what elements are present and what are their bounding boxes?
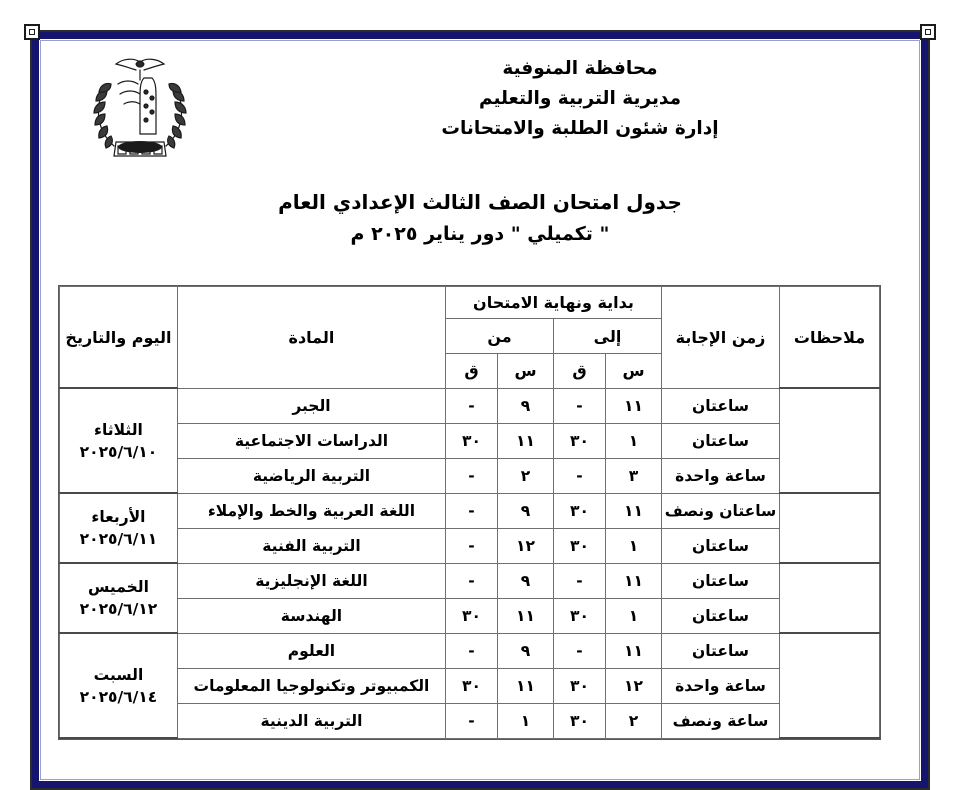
- cell-subject: اللغة الإنجليزية: [177, 563, 445, 598]
- cell-from-hour: ١: [498, 703, 554, 738]
- cell-day-date: [59, 633, 177, 738]
- document-title: [0, 186, 960, 250]
- day-name: الأربعاء: [91, 508, 146, 526]
- cell-to-minute: -: [554, 388, 606, 423]
- cell-subject: الكمبيوتر وتكنولوجيا المعلومات: [177, 668, 445, 703]
- masthead: [60, 48, 900, 178]
- day-date: ٢٠٢٥/٦/١٤: [79, 687, 158, 706]
- table-row: [59, 458, 879, 493]
- cell-duration: ساعة ونصف: [662, 703, 780, 738]
- cell-duration: ساعتان: [662, 598, 780, 633]
- title-session-line: " تكميلي " دور يناير ٢٠٢٥ م: [350, 223, 610, 245]
- cell-duration: ساعة واحدة: [662, 458, 780, 493]
- cell-from-hour: ١١: [498, 423, 554, 458]
- header-to-minute: ق: [554, 353, 606, 388]
- exam-schedule-table-wrapper: [65, 286, 880, 739]
- header-from: من: [445, 319, 553, 354]
- cell-to-hour: ١: [606, 423, 662, 458]
- cell-from-minute: ٣٠: [445, 423, 497, 458]
- cell-to-minute: -: [554, 633, 606, 668]
- cell-day-date: [59, 493, 177, 563]
- cell-from-hour: ٩: [498, 563, 554, 598]
- org-line-department: إدارة شئون الطلبة والامتحانات: [441, 118, 719, 139]
- header-date-label: والتاريخ: [65, 327, 127, 347]
- cell-to-minute: ٣٠: [554, 598, 606, 633]
- table-row: [59, 528, 879, 563]
- day-date: ٢٠٢٥/٦/١٠: [79, 442, 158, 461]
- table-row: [59, 668, 879, 703]
- table-row: [59, 563, 879, 598]
- header-notes: ملاحظات: [780, 287, 880, 389]
- cell-duration: ساعتان: [662, 423, 780, 458]
- header-subject: المادة: [177, 287, 445, 389]
- cell-duration: ساعتان: [662, 633, 780, 668]
- day-name: الثلاثاء: [94, 420, 143, 439]
- cell-to-hour: ١١: [606, 563, 662, 598]
- header-from-minute: ق: [445, 353, 497, 388]
- cell-to-hour: ١: [606, 598, 662, 633]
- cell-duration: ساعتان: [662, 528, 780, 563]
- cell-from-minute: -: [445, 458, 497, 493]
- cell-from-hour: ٩: [498, 633, 554, 668]
- header-from-hour: س: [498, 353, 554, 388]
- cell-to-minute: ٣٠: [554, 528, 606, 563]
- corner-ornament-top-left: [24, 24, 40, 40]
- cell-from-minute: -: [445, 703, 497, 738]
- cell-day-date: [59, 563, 177, 633]
- table-body: [59, 388, 879, 738]
- day-date: ٢٠٢٥/٦/١٢: [79, 600, 158, 618]
- cell-from-hour: ١٢: [498, 528, 554, 563]
- table-row: [59, 423, 879, 458]
- governorate-emblem-icon: [80, 50, 200, 166]
- cell-to-hour: ١١: [606, 388, 662, 423]
- cell-notes: [780, 388, 880, 493]
- cell-from-hour: ١١: [498, 598, 554, 633]
- cell-subject: التربية الدينية: [177, 703, 445, 738]
- cell-duration: ساعتان: [662, 563, 780, 598]
- cell-subject: الدراسات الاجتماعية: [177, 423, 445, 458]
- day-date: ٢٠٢٥/٦/١١: [79, 530, 158, 548]
- cell-duration: ساعتان ونصف: [662, 493, 780, 528]
- cell-subject: التربية الفنية: [177, 528, 445, 563]
- cell-to-minute: -: [554, 458, 606, 493]
- org-line-directorate: مديرية التربية والتعليم: [478, 88, 682, 109]
- cell-to-minute: -: [554, 563, 606, 598]
- table-row: [59, 493, 879, 528]
- header-row-1: [59, 287, 879, 319]
- cell-from-hour: ٩: [498, 388, 554, 423]
- title-main-line: جدول امتحان الصف الثالث الإعدادي العام: [278, 190, 682, 214]
- cell-subject: الجبر: [177, 388, 445, 423]
- cell-subject: الهندسة: [177, 598, 445, 633]
- table-row: [59, 633, 879, 668]
- day-name: السبت: [93, 665, 144, 684]
- cell-subject: العلوم: [177, 633, 445, 668]
- cell-from-minute: -: [445, 633, 497, 668]
- cell-day-date: [59, 388, 177, 493]
- cell-to-hour: ١١: [606, 493, 662, 528]
- organization-heading: [260, 54, 900, 144]
- cell-notes: [780, 633, 880, 738]
- day-name: الخميس: [87, 578, 149, 596]
- cell-from-minute: ٣٠: [445, 668, 497, 703]
- cell-from-minute: -: [445, 563, 497, 598]
- header-duration: زمن الإجابة: [662, 287, 780, 389]
- header-exam-span: بداية ونهاية الامتحان: [445, 287, 661, 319]
- cell-notes: [780, 493, 880, 563]
- header-to-hour: س: [606, 353, 662, 388]
- exam-schedule-table: [59, 286, 880, 739]
- cell-duration: ساعة واحدة: [662, 668, 780, 703]
- cell-to-hour: ٢: [606, 703, 662, 738]
- cell-from-minute: -: [445, 388, 497, 423]
- cell-from-hour: ٢: [498, 458, 554, 493]
- cell-duration: ساعتان: [662, 388, 780, 423]
- cell-from-minute: ٣٠: [445, 598, 497, 633]
- header-day-label: اليوم: [131, 327, 172, 347]
- table-row: [59, 388, 879, 423]
- cell-from-minute: -: [445, 493, 497, 528]
- table-head: [59, 287, 879, 389]
- table-row: [59, 703, 879, 738]
- cell-to-hour: ٣: [606, 458, 662, 493]
- header-to: إلى: [554, 319, 662, 354]
- cell-to-hour: ١٢: [606, 668, 662, 703]
- cell-subject: اللغة العربية والخط والإملاء: [177, 493, 445, 528]
- org-line-governorate: محافظة المنوفية: [502, 58, 658, 79]
- cell-subject: التربية الرياضية: [177, 458, 445, 493]
- cell-to-minute: ٣٠: [554, 703, 606, 738]
- cell-to-minute: ٣٠: [554, 493, 606, 528]
- cell-to-minute: ٣٠: [554, 423, 606, 458]
- cell-from-hour: ٩: [498, 493, 554, 528]
- cell-to-hour: ١: [606, 528, 662, 563]
- cell-from-minute: -: [445, 528, 497, 563]
- corner-ornament-top-right: [920, 24, 936, 40]
- cell-to-hour: ١١: [606, 633, 662, 668]
- header-day-date: [59, 287, 177, 389]
- cell-from-hour: ١١: [498, 668, 554, 703]
- cell-to-minute: ٣٠: [554, 668, 606, 703]
- cell-notes: [780, 563, 880, 633]
- table-row: [59, 598, 879, 633]
